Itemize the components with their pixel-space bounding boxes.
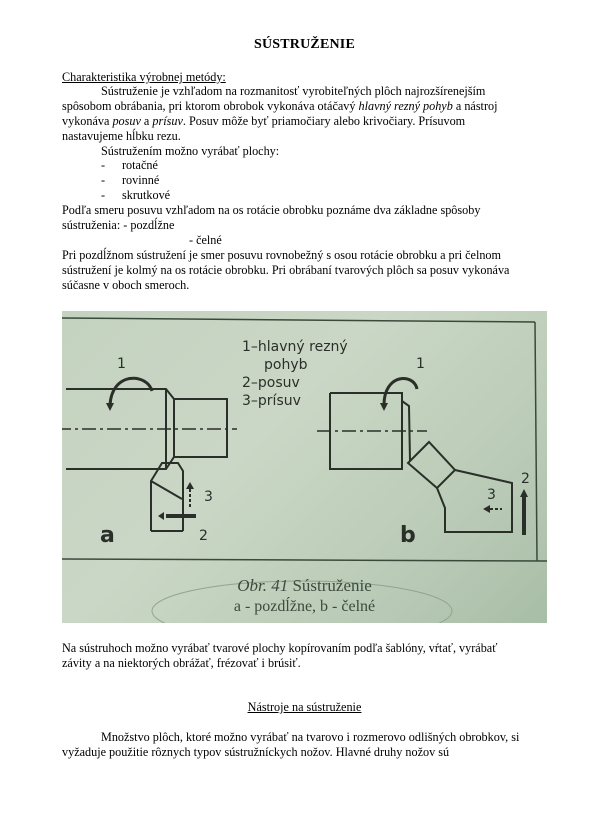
- page-title: SÚSTRUŽENIE: [253, 37, 355, 52]
- list-item: rotačné: [122, 158, 158, 172]
- feed-arrowhead-a: [158, 512, 164, 520]
- text-run: a: [140, 114, 153, 128]
- frame-bottom-line: [62, 559, 547, 561]
- label-b: b: [400, 523, 416, 548]
- paragraph-line: Na sústruhoch možno vyrábať tvarové plochy kopírovaním podľa šablóny, vŕtať, vyrábať: [62, 641, 498, 655]
- rotation-arrow-b: [384, 378, 417, 405]
- section-heading-characteristics: Charakteristika výrobnej metódy:: [62, 70, 226, 84]
- figure-caption: [62, 576, 547, 596]
- emphasis-infeed: prísuv: [152, 114, 183, 128]
- legend-line-4: 3–prísuv: [242, 393, 301, 409]
- paragraph-line: - čelné: [189, 233, 222, 247]
- text-run: . Posuv môže byť priamočiary alebo krivočiary. Prísuvom: [182, 114, 466, 128]
- label-feed-b: 2: [521, 471, 530, 487]
- infeed-arrowhead-a: [186, 482, 194, 489]
- paragraph-line: Množstvo plôch, ktoré možno vyrábať na tvarovo i rozmerovo odlišných obrobkov, si: [101, 730, 520, 744]
- list-bullet: -: [101, 188, 106, 202]
- legend-line-1: 1–hlavný rezný: [242, 339, 348, 355]
- tool-b: [408, 442, 512, 532]
- paragraph-line: vyžaduje použitie rôznych typov sústružníckych nožov. Hlavné druhy nožov sú: [62, 745, 450, 759]
- rotation-arrowhead-a: [106, 403, 114, 411]
- label-rotation-b: 1: [416, 356, 425, 372]
- paragraph-line: [62, 99, 498, 114]
- label-feed-a: 2: [199, 528, 208, 544]
- label-infeed-a: 3: [204, 489, 213, 505]
- label-a: a: [100, 523, 115, 548]
- paragraph-line: Pri pozdĺžnom sústružení je smer posuvu rovnobežný s osou rotácie obrobku a pri čelnom: [62, 248, 501, 262]
- paragraph-line: závity a na niektorých obrážať, frézovať i brúsiť.: [62, 656, 301, 670]
- list-bullet: -: [101, 173, 106, 187]
- feed-arrowhead-b: [520, 489, 528, 497]
- label-rotation-a: 1: [117, 356, 126, 372]
- list-bullet: -: [101, 158, 106, 172]
- rotation-arrowhead-b: [380, 403, 388, 411]
- text-run: vykonáva: [62, 114, 113, 128]
- frame-right-line: [535, 322, 537, 561]
- emphasis-main-cutting-motion: hlavný rezný pohyb: [358, 99, 453, 113]
- section-heading-tools-text: Nástroje na sústruženie: [247, 700, 362, 714]
- emphasis-feed: posuv: [112, 114, 141, 128]
- text-run: a nástroj: [452, 99, 498, 113]
- legend-line-3: 2–posuv: [242, 375, 300, 391]
- paragraph-line: Sústruženie je vzhľadom na rozmanitosť vyrobiteľných plôch najrozšírenejším: [101, 84, 486, 98]
- paragraph-line: sústruženia: - pozdĺžne: [62, 218, 175, 232]
- infeed-arrowhead-b: [483, 505, 490, 513]
- tool-a: [151, 463, 183, 531]
- figure-turning-photo: [62, 311, 547, 623]
- surfaces-intro: Sústružením možno vyrábať plochy:: [101, 144, 280, 158]
- paragraph-line: sústružení je kolmý na os rotácie obrobku. Pri obrábaní tvarových plôch sa posuv vykonáva: [62, 263, 510, 277]
- rotation-arrow-a: [110, 378, 152, 405]
- legend-line-2: pohyb: [264, 357, 308, 373]
- caption-title: Sústruženie: [288, 576, 372, 595]
- list-item: skrutkové: [122, 188, 171, 202]
- paragraph-line: nastavujeme hĺbku rezu.: [62, 129, 181, 143]
- paragraph-line: Podľa smeru posuvu vzhľadom na os rotácie obrobku poznáme dva základne spôsoby: [62, 203, 481, 217]
- figure-subcaption: a - pozdĺžne, b - čelné: [233, 598, 376, 615]
- caption-prefix: Obr. 41: [237, 576, 289, 595]
- section-heading-tools: [0, 700, 609, 715]
- text-run: spôsobom obrábania, pri ktorom obrobok vykonáva otáčavý: [62, 99, 359, 113]
- frame-top-line: [62, 318, 535, 322]
- label-infeed-b: 3: [487, 487, 496, 503]
- list-item: rovinné: [122, 173, 160, 187]
- paragraph-line: súčasne v oboch smeroch.: [62, 278, 190, 292]
- paragraph-line: [62, 114, 465, 129]
